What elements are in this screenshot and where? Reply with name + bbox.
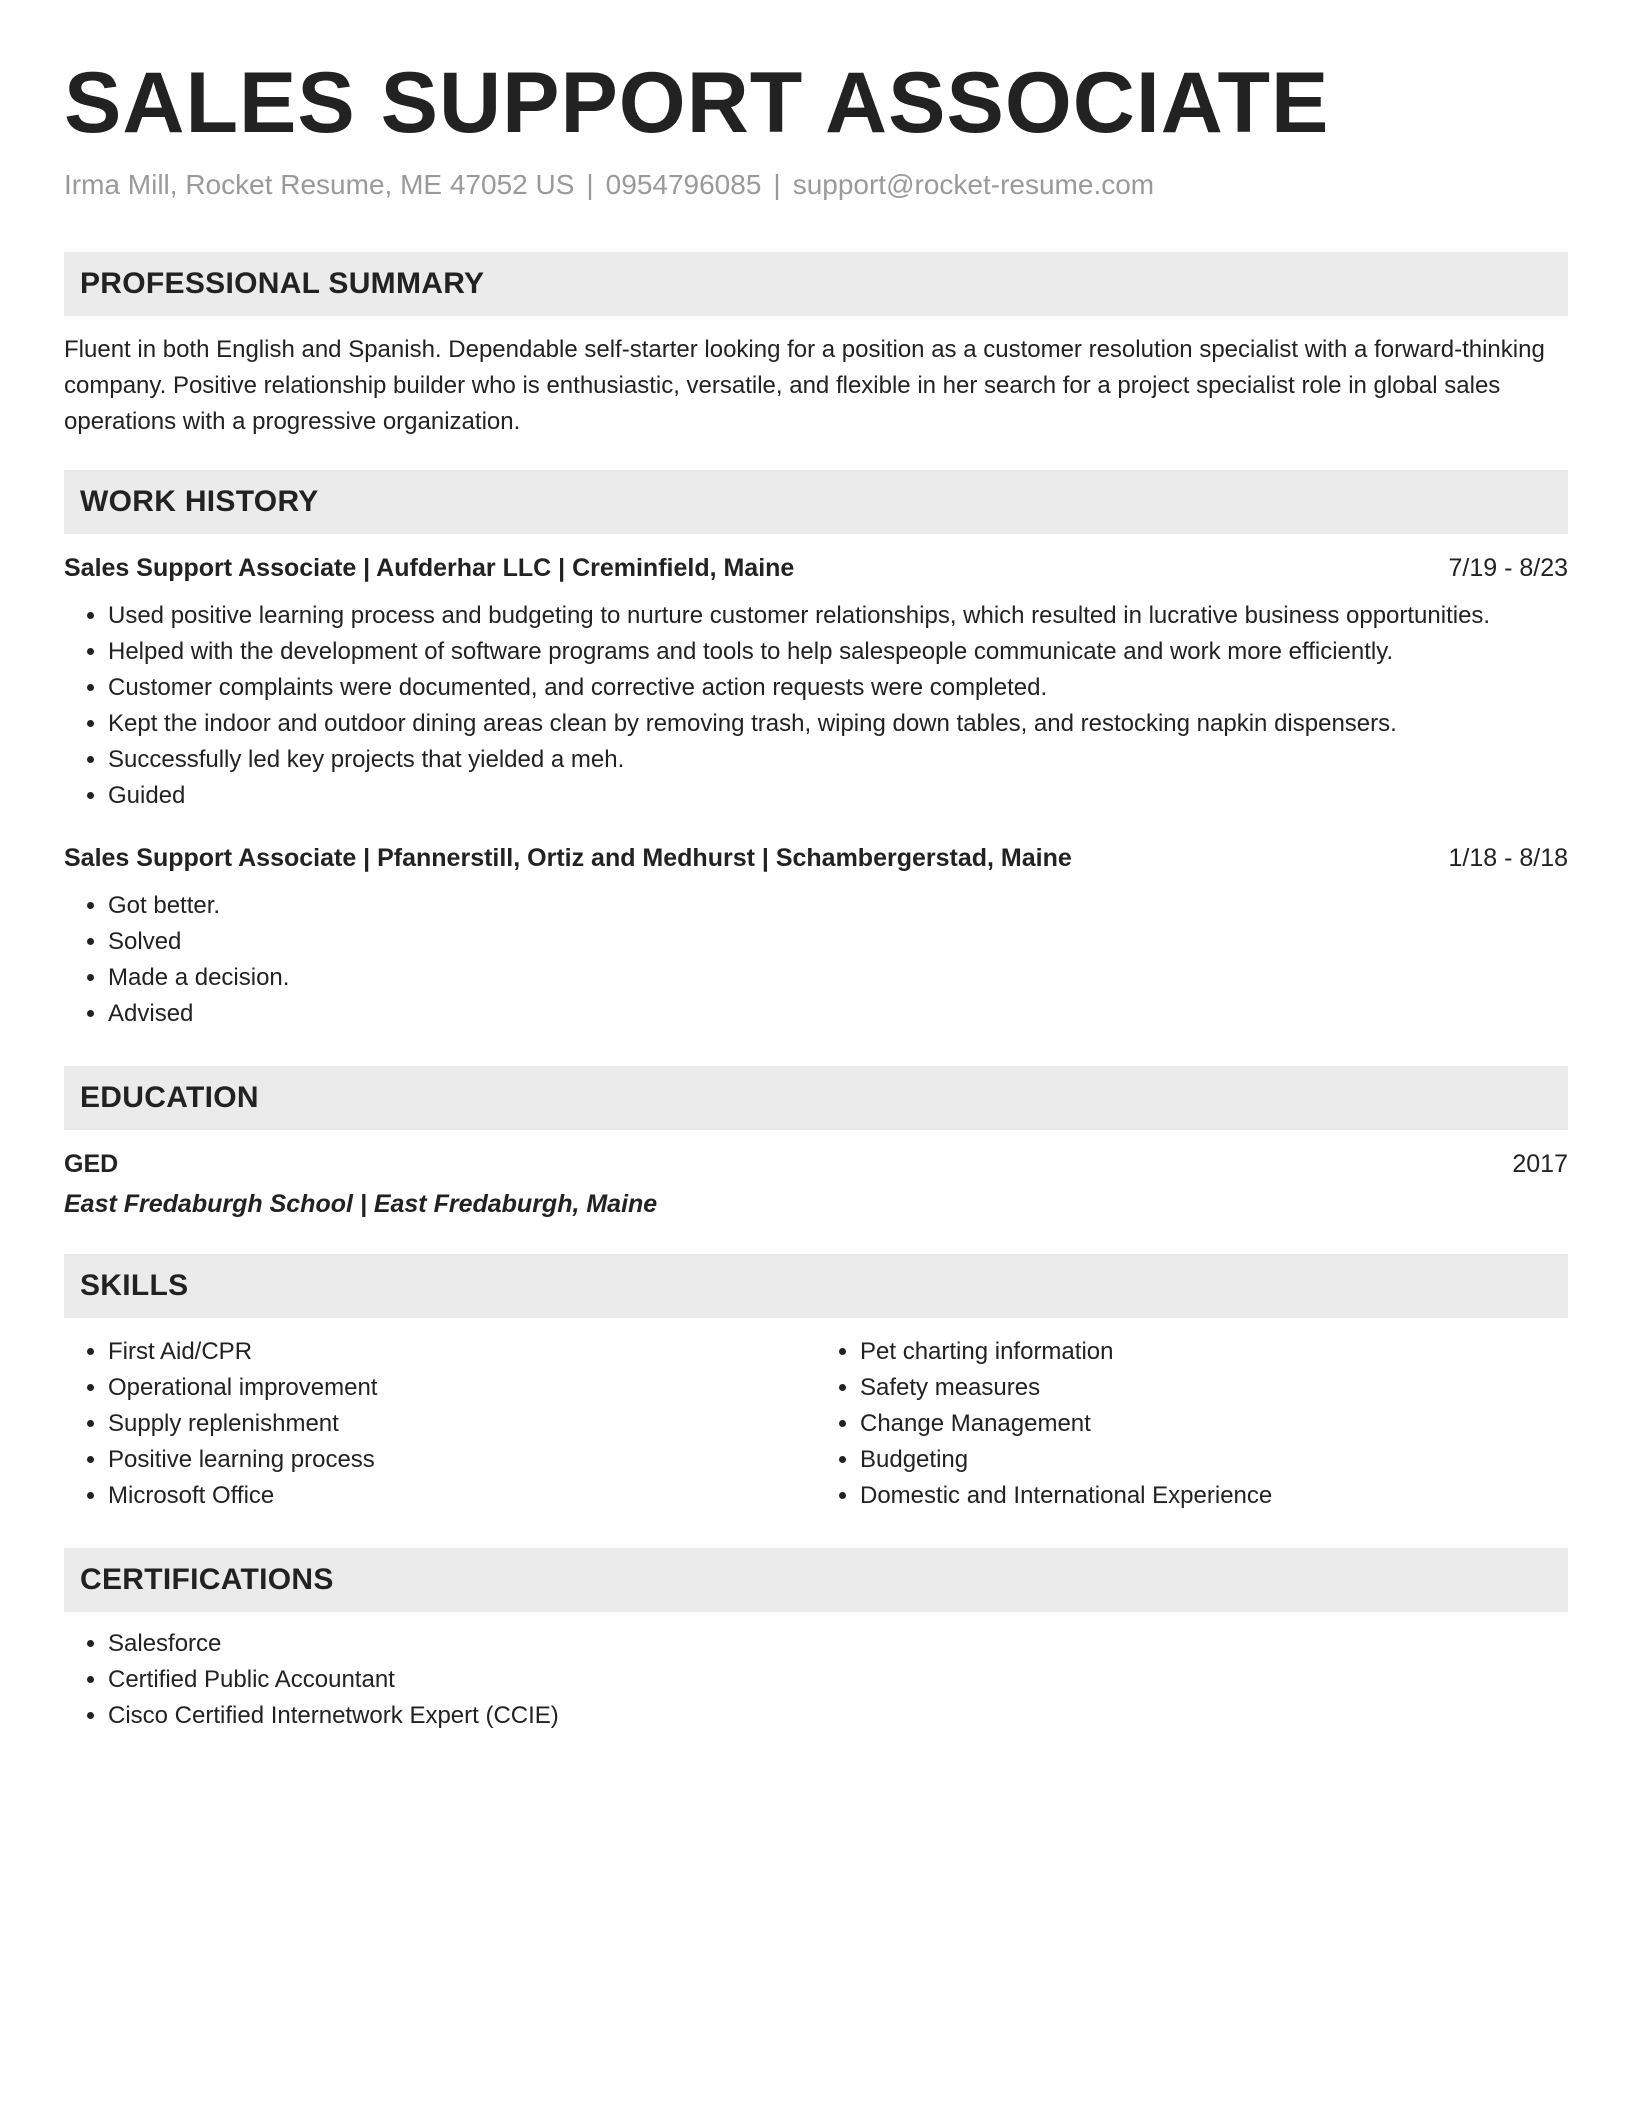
section-header-education: EDUCATION <box>64 1066 1568 1130</box>
education-degree: GED <box>64 1149 119 1178</box>
job-bullet-list <box>64 598 1568 814</box>
contact-line <box>64 168 1568 202</box>
certifications-list <box>64 1626 1568 1734</box>
skill-item: • Pet charting information <box>860 1334 1568 1370</box>
job-bullet: • Kept the indoor and outdoor dining areas clean by removing trash, wiping down tables, and restocking napkin dispensers. <box>108 706 1568 742</box>
job-dates: 1/18 - 8/18 <box>1448 843 1568 872</box>
contact-phone: 0954796085 <box>605 169 762 200</box>
job-header <box>64 552 1568 584</box>
job-dates: 7/19 - 8/23 <box>1448 553 1568 582</box>
education-year: 2017 <box>1512 1149 1568 1178</box>
section-header-certifications: CERTIFICATIONS <box>64 1548 1568 1612</box>
skills-grid <box>64 1334 1568 1514</box>
skill-item: • Change Management <box>860 1406 1568 1442</box>
skills-column-right <box>816 1334 1568 1514</box>
education-school: East Fredaburgh School | East Fredaburgh, Maine <box>64 1189 658 1218</box>
certification-item: • Salesforce <box>108 1626 1568 1662</box>
skills-list <box>64 1334 816 1514</box>
skill-item: • Domestic and International Experience <box>860 1478 1568 1514</box>
contact-email: support@rocket-resume.com <box>792 169 1155 200</box>
job-title: Sales Support Associate | Aufderhar LLC | Creminfield, Maine <box>64 553 795 582</box>
skill-item: • Operational improvement <box>108 1370 816 1406</box>
job-bullet: • Customer complaints were documented, and corrective action requests were completed. <box>108 670 1568 706</box>
job-bullet: • Got better. <box>108 888 1568 924</box>
education-header <box>64 1148 1568 1180</box>
job-bullet: • Advised <box>108 996 1568 1032</box>
skill-item: • First Aid/CPR <box>108 1334 816 1370</box>
section-header-summary: PROFESSIONAL SUMMARY <box>64 252 1568 316</box>
job-title: Sales Support Associate | Pfannerstill, Ortiz and Medhurst | Schambergerstad, Maine <box>64 843 1072 872</box>
skill-item: • Budgeting <box>860 1442 1568 1478</box>
skill-item: • Microsoft Office <box>108 1478 816 1514</box>
skill-item: • Supply replenishment <box>108 1406 816 1442</box>
job-bullet: • Solved <box>108 924 1568 960</box>
job-bullet: • Used positive learning process and budgeting to nurture customer relationships, which resulted in lucrative business opportunities. <box>108 598 1568 634</box>
summary-text: Fluent in both English and Spanish. Dependable self-starter looking for a position as a customer resolution specialist with a forward-thinking company. Positive relationship builder who is enthusiastic, versatile, and flexible in her search for a project specialist role in global sales operations with a progressive organization. <box>64 335 1545 435</box>
job-bullet: • Guided <box>108 778 1568 814</box>
section-header-skills: SKILLS <box>64 1254 1568 1318</box>
skills-list <box>816 1334 1568 1514</box>
job-bullet: • Helped with the development of software programs and tools to help salespeople communicate and work more efficiently. <box>108 634 1568 670</box>
skills-column-left <box>64 1334 816 1514</box>
job-bullet: • Made a decision. <box>108 960 1568 996</box>
job-bullet: • Successfully led key projects that yielded a meh. <box>108 742 1568 778</box>
section-header-work-history: WORK HISTORY <box>64 470 1568 534</box>
certification-item: • Cisco Certified Internetwork Expert (CCIE) <box>108 1698 1568 1734</box>
contact-separator: | <box>586 169 594 200</box>
certification-item: • Certified Public Accountant <box>108 1662 1568 1698</box>
resume-name: SALES SUPPORT ASSOCIATE <box>64 55 1330 151</box>
contact-separator: | <box>773 169 781 200</box>
skill-item: • Safety measures <box>860 1370 1568 1406</box>
skill-item: • Positive learning process <box>108 1442 816 1478</box>
job-header <box>64 842 1568 874</box>
job-bullet-list <box>64 888 1568 1032</box>
contact-address: Irma Mill, Rocket Resume, ME 47052 US <box>64 169 575 200</box>
